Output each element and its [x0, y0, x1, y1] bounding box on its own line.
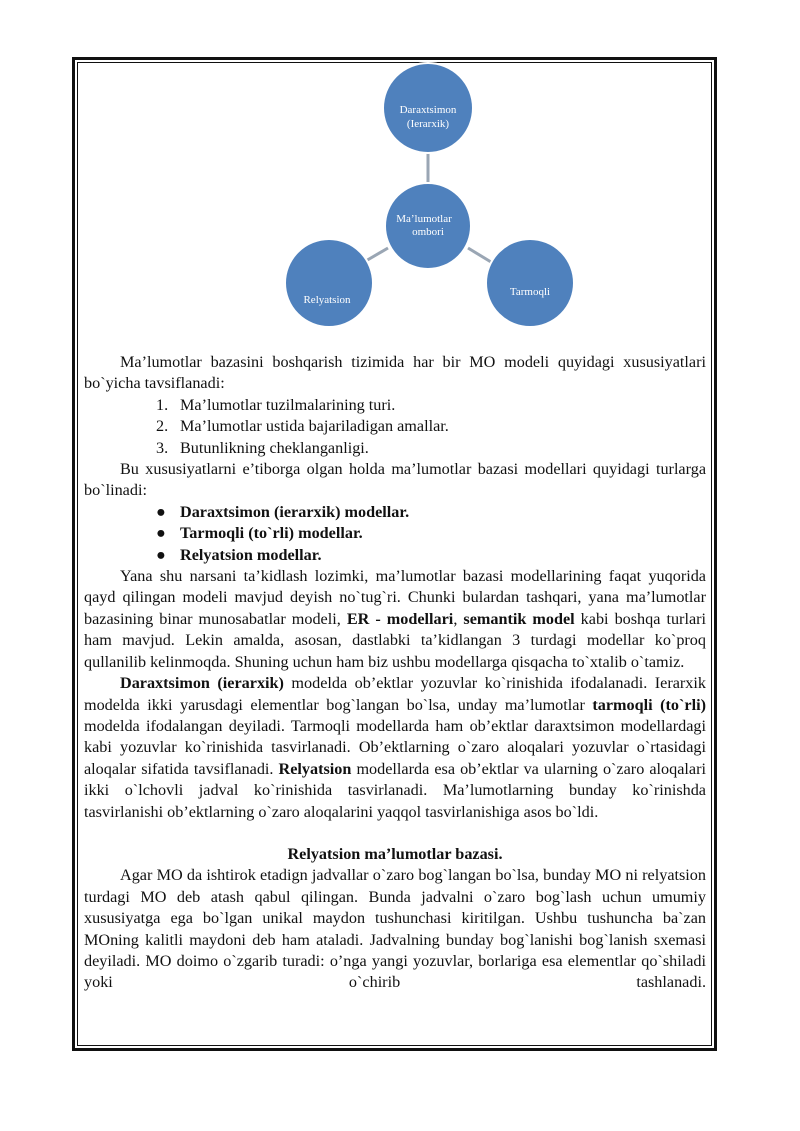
- paragraph-types: Bu xususiyatlarni e’tiborga olgan holda ma’lumotlar bazasi modellari quyidagi turlarga bo`linadi:: [84, 460, 706, 500]
- properties-list: [84, 395, 706, 459]
- document-body: [84, 352, 706, 994]
- list-item: 1. Ma’lumotlar tuzilmalarining turi.: [156, 395, 396, 414]
- node-central-label-1: Ma’lumotlar: [396, 213, 452, 225]
- node-hierarchical-label-2: (Ierarxik): [406, 118, 450, 130]
- node-network-label: Tarmoqli: [509, 286, 551, 298]
- bullet-icon: ●: [156, 502, 166, 521]
- list-item: 2. Ma’lumotlar ustida bajariladigan amallar.: [156, 417, 449, 436]
- list-item: 3. Butunlikning cheklanganligi.: [156, 438, 369, 457]
- paragraph-other-models: Yana shu narsani ta’kidlash lozimki, ma’lumotlar bazasi modellarining faqat yuqorida qayd qilingan modeli mavjud deyish no`tug`ri. Chunki bulardan tashqari, yana ma’lumotlar bazasining binar munosabatlar modeli, ER - modellari, semantik model kabi boshqa turlari ham mavjud. Lekin amalda, asosan, dastlabki ta’kidlangan 3 turdagi modellar ko`proq qullanilib kelinmoqda. Shuning uchun ham biz ushbu modellarga qisqacha to`xtalib o`tamiz.: [84, 567, 707, 671]
- node-network: [486, 239, 574, 327]
- node-relational-label: Relyatsion: [303, 294, 351, 306]
- model-types-list: [84, 502, 706, 566]
- node-central-label-2: ombori: [412, 226, 444, 238]
- db-models-diagram: [0, 0, 800, 340]
- node-relational: [285, 239, 373, 327]
- bullet-icon: ●: [156, 545, 166, 564]
- list-item: ● Daraxtsimon (ierarxik) modellar.: [84, 502, 706, 523]
- bullet-icon: ●: [156, 524, 166, 543]
- list-item: ● Relyatsion modellar.: [84, 545, 706, 566]
- connector-right: [468, 248, 491, 262]
- node-hierarchical-label-1: Daraxtsimon: [399, 104, 457, 116]
- list-item: ● Tarmoqli (to`rli) modellar.: [84, 523, 706, 544]
- paragraph-model-descriptions: Daraxtsimon (ierarxik) modelda ob’ektlar yozuvlar ko`rinishida ifodalanadi. Ierarxik modelda ikki yarusdagi elementlar bog`langan bo`lsa, unday ma’lumotlar tarmoqli (to`rli) modelda ifodalangan deyiladi. Tarmoqli modellarda ham ob’ektlar daraxtsimon modellardagi kabi yozuvlar ko`rinishida tasvirlanadi. Ob’ektlarning o`zaro aloqalari yozuvlar o`rtasidagi aloqalar sifatida tavsiflanadi. Relyatsion modellarda esa ob’ektlar va ularning o`zaro aloqalari ikki o`lchovli jadval ko`rinishida tasvirlanadi. Ma’lumotlarning bunday ko`rinishda tasvirlanishi ob’ektlarning o`zaro aloqalarini yaqqol tasvirlanishiga asos bo`ldi.: [84, 674, 706, 821]
- paragraph-relational: Agar MO da ishtirok etadign jadvallar o`zaro bog`langan bo`lsa, bunday MO ni relyatsion turdagi MO deb atash qabul qilingan. Bunda jadvalni o`zaro bog`lash uchun umumiy xususiyatga ega bo`lgan unikal maydon tushunchasi kiritilgan. Ushbu tushuncha ba`zan MOning kalitli maydoni deb ham ataladi. Jadvalning bunday bog`lanishi bog`lanish sxemasi deyiladi. MO doimo o`zgarib turadi: o’nga yangi yozuvlar, borlariga esa elementlar qo`shiladi yoki o`chirib tashlanadi.: [84, 866, 706, 992]
- paragraph-intro: Ma’lumotlar bazasini boshqarish tizimida har bir MO modeli quyidagi xususiyatlari bo`yicha tavsiflanadi:: [84, 353, 706, 393]
- section-title: Relyatsion ma’lumotlar bazasi.: [287, 844, 503, 863]
